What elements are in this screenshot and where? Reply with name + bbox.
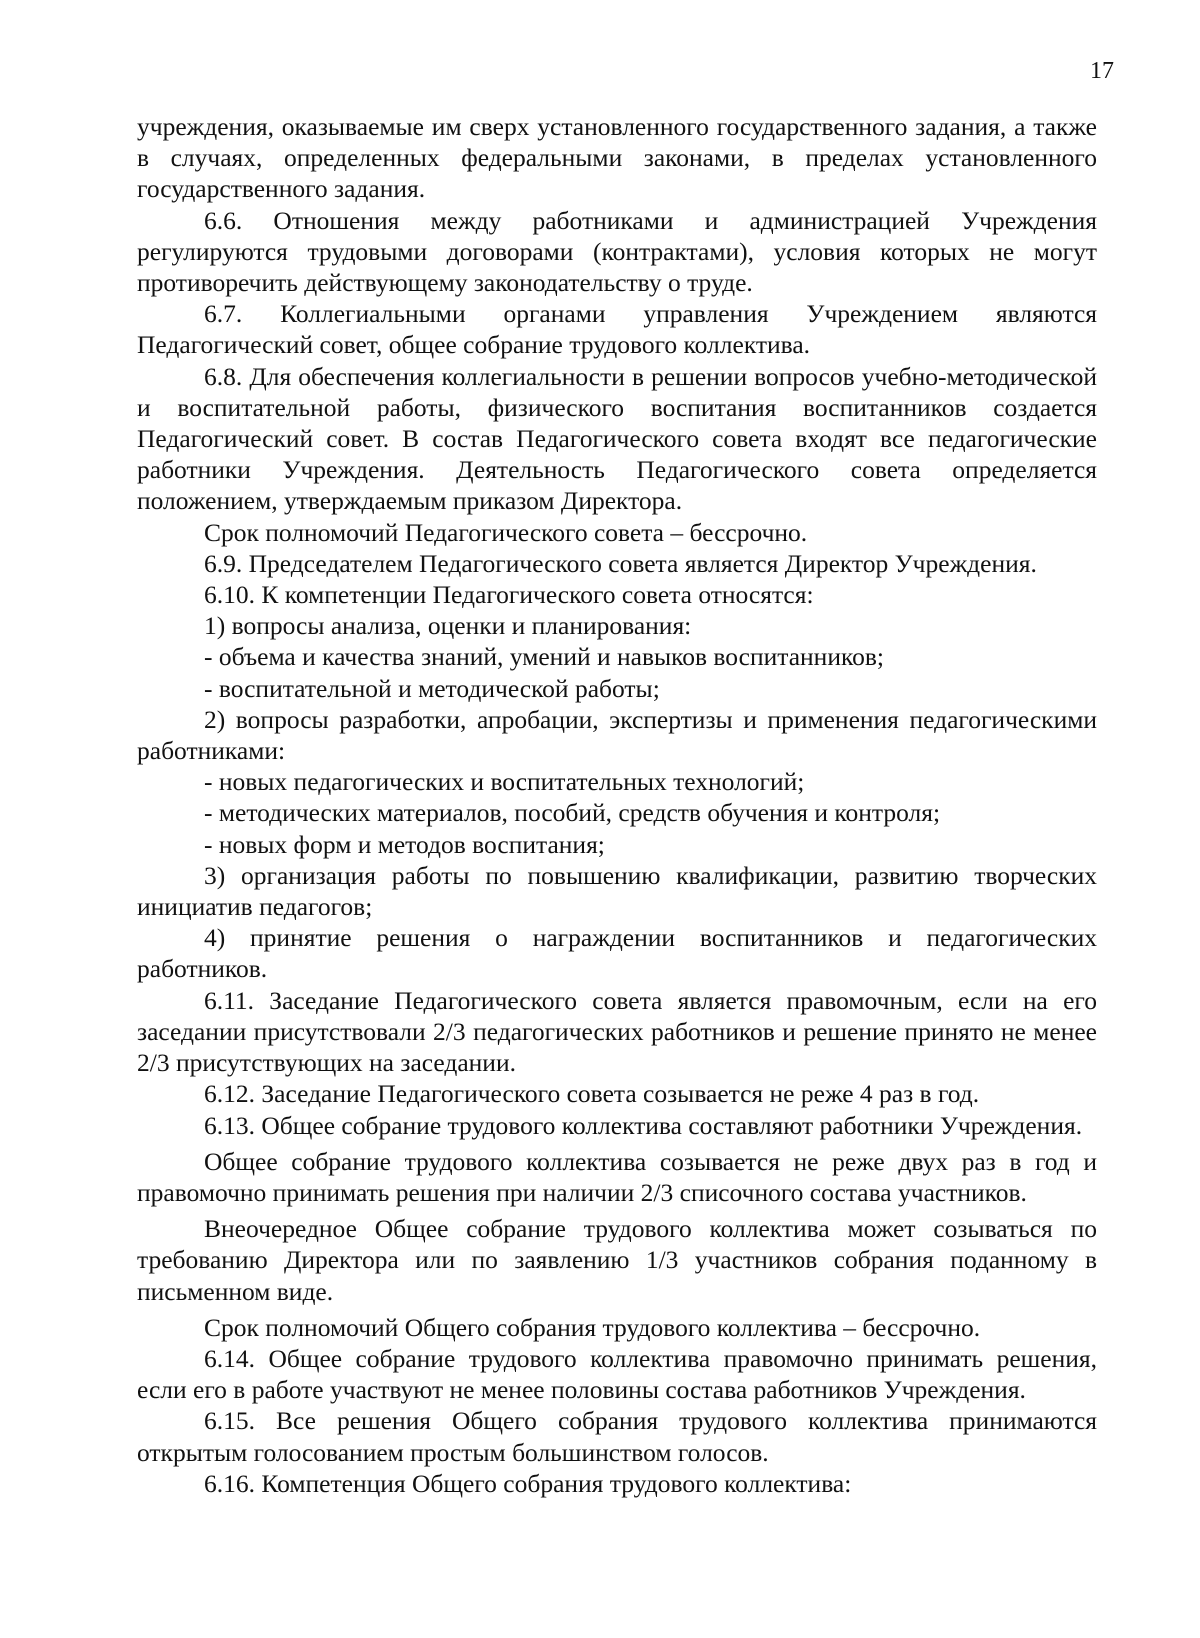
- paragraph-item-1b: - воспитательной и методической работы;: [204, 673, 660, 703]
- paragraph-6-15: 6.15. Все решения Общего собрания трудового коллектива принимаются открытым голосованием простым большинством голосов.: [137, 1406, 1097, 1467]
- paragraph-6-8: 6.8. Для обеспечения коллегиальности в решении вопросов учебно-методической и воспитательной работы, физического воспитания воспитанников создается Педагогический совет. В состав Педагогического совета входят все педагогические работники Учреждения. Деятельность Педагогического совета определяется положением, утверждаемым приказом Директора.: [137, 361, 1097, 516]
- paragraph-extraordinary: Внеочередное Общее собрание трудового коллектива может созываться по требованию Директора или по заявлению 1/3 участников собрания поданному в письменном виде.: [137, 1214, 1097, 1306]
- paragraph-term-general: Срок полномочий Общего собрания трудового коллектива – бессрочно.: [204, 1312, 981, 1342]
- paragraph-item-2b: - методических материалов, пособий, средств обучения и контроля;: [204, 798, 941, 828]
- document-body: [137, 111, 1097, 1499]
- paragraph-item-1a: - объема и качества знаний, умений и навыков воспитанников;: [204, 642, 884, 672]
- paragraph-item-1: 1) вопросы анализа, оценки и планирования:: [204, 611, 692, 641]
- paragraph-6-10: 6.10. К компетенции Педагогического совета относятся:: [204, 580, 814, 610]
- paragraph-6-9: 6.9. Председателем Педагогического совета является Директор Учреждения.: [204, 548, 1037, 578]
- paragraph-term-ped: Срок полномочий Педагогического совета – бессрочно.: [204, 517, 808, 547]
- paragraph-6-12: 6.12. Заседание Педагогического совета созывается не реже 4 раз в год.: [204, 1079, 980, 1109]
- paragraph-item-4: 4) принятие решения о награждении воспитанников и педагогических работников.: [137, 923, 1097, 984]
- paragraph-item-2a: - новых педагогических и воспитательных технологий;: [204, 767, 805, 797]
- paragraph-6-11: 6.11. Заседание Педагогического совета является правомочным, если на его заседании присутствовали 2/3 педагогических работников и решение принято не менее 2/3 присутствующих на заседании.: [137, 985, 1097, 1078]
- paragraph-item-2c: - новых форм и методов воспитания;: [204, 829, 605, 859]
- paragraph-6-6: 6.6. Отношения между работниками и администрацией Учреждения регулируются трудовыми договорами (контрактами), условия которых не могут противоречить действующему законодательству о труде.: [137, 205, 1097, 298]
- paragraph-general-convene: Общее собрание трудового коллектива созывается не реже двух раз в год и правомочно принимать решения при наличии 2/3 списочного состава участников.: [137, 1146, 1097, 1207]
- page-number: 17: [1090, 58, 1114, 84]
- paragraph-6-7: 6.7. Коллегиальными органами управления Учреждением являются Педагогический совет, общее собрание трудового коллектива.: [137, 299, 1097, 360]
- paragraph-continuation: учреждения, оказываемые им сверх установленного государственного задания, а также в случаях, определенных федеральными законами, в пределах установленного государственного задания.: [137, 112, 1097, 204]
- paragraph-item-2: 2) вопросы разработки, апробации, экспертизы и применения педагогическими работниками:: [137, 704, 1097, 766]
- paragraph-6-16: 6.16. Компетенция Общего собрания трудового коллектива:: [204, 1468, 852, 1498]
- paragraph-item-3: 3) организация работы по повышению квалификации, развитию творческих инициатив педагогов;: [137, 860, 1097, 922]
- paragraph-6-14: 6.14. Общее собрание трудового коллектива правомочно принимать решения, если его в работе участвуют не менее половины состава работников Учреждения.: [137, 1343, 1097, 1405]
- paragraph-6-13: 6.13. Общее собрание трудового коллектива составляют работники Учреждения.: [204, 1110, 1083, 1140]
